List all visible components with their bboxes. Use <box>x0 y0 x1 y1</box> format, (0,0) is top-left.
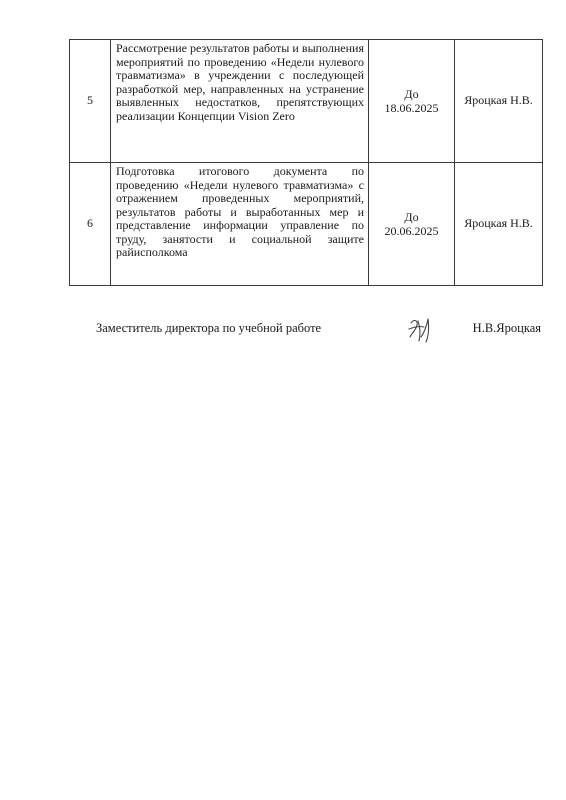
table-row <box>70 40 543 163</box>
signature-block <box>96 318 541 346</box>
deadline-cell <box>369 163 455 286</box>
deadline-prefix: До <box>404 87 419 101</box>
action-plan-table <box>69 39 543 286</box>
signatory-position: Заместитель директора по учебной работе <box>96 321 322 335</box>
deadline-date: 20.06.2025 <box>384 224 439 238</box>
row-number: 6 <box>70 163 111 286</box>
responsible-person: Яроцкая Н.В. <box>455 40 543 163</box>
table-row <box>70 163 543 286</box>
deadline-date: 18.06.2025 <box>384 101 439 115</box>
deadline-prefix: До <box>404 210 419 224</box>
row-number: 5 <box>70 40 111 163</box>
action-description: Подготовка итогового документа по проведению «Недели нулевого травматизма» с отражением проведенных мероприятий, результатов работы и выработанных мер и представление информации управление по труду, занятости и социальной защите райисполкома <box>111 163 369 286</box>
deadline-cell <box>369 40 455 163</box>
action-description: Рассмотрение результатов работы и выполнения мероприятий по проведению «Недели нулевого травматизма» в учреждении с последующей разработкой мер, направленных на устранение выявленных недостатков, препятствующих реализации Концепции Vision Zero <box>111 40 369 163</box>
signatory-name: Н.В.Яроцкая <box>472 321 541 335</box>
responsible-person: Яроцкая Н.В. <box>455 163 543 286</box>
handwritten-signature <box>405 315 435 345</box>
